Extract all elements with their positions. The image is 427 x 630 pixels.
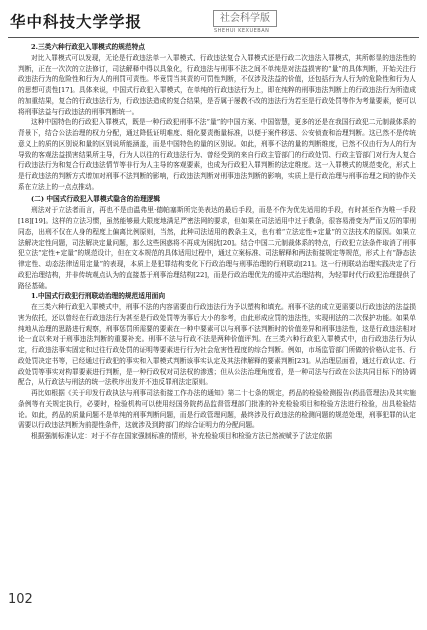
body-paragraph: 刑法对于立法者而言，再也不是由温弗里·德帕塞斯所完美表达的最后手段，而是不作为优先适用的手段，有时甚至作为唯一手段[18][19]。这样的立法习惯，虽然能够最大限度地满足严密法网的要求，但如果在司法适用中过于教条，很容易滑变为严而又厉的罪刑同态，出刑不仅在人身的程度上偏离比例原则，当然，此种司法适用的教条主义，也有着“立法定性+定量”的立法技术的原因。如果立法解决定性问题，司法解决定量问题，那么这些困惑将不再成为困扰[20]。结合中国二元制裁体系的特点，行政犯立法条件取消了刑事犯立法“定性+定量”的规范设计，但在文本规范的具体适用过程中，通过立案标准、司法解释和两法衔接规定等规范，形式上有“静态法律定性、动态法律适用定量”的表现，本质上是犯罪结构变化下行政治理与刑事治理的行刑联动[21]。这一行刑联动治理实践决定了行政犯治理结构，并非传统观点认为的直接基于刑事治理结构[22]，而是行政治理优先的缓冲式治理结构，为轻罪时代行政犯治理提供了路径基础。 [18,206,416,290]
body-paragraph: 对比入罪模式可以发现，无论是行政违法单一入罪模式、行政违法复合入罪模式还是行政二次违法入罪模式，其所彰显的违法性的判断，正在一次次的立法修订，司法解释中得以具象化，行政违法与刑事不法之间不单纯是对法益损害的“量”的具体判断，开始关注行政违法行为的危险性和行为人的刑罚可责性。毕竟罚当其责的可罚性判断，不仅涉及法益的价值，还包括行为人行为的危险性和行为人的思想可责性[17]。具体来说，中国式行政犯入罪模式，在单纯的行政违法行为上，即在纯粹的刑事违法判断上的行政违法行为所造成的加重结果，复合的行政违法行为，行政违法造成的复合结果，是否属于屡教不改的违法行为若至是行政处罚等作为考量要素，便可以将刑事法益与行政违法的刑事判断统一。 [18,53,416,116]
section-heading: (二) 中国式行政犯入罪模式隐含的治理逻辑 [31,194,161,203]
journal-title: 华中科技大学学报 [10,12,143,31]
subsection-heading: 1.中国式行政犯行刑联动治理的规范适用面向 [31,292,166,301]
body-paragraph: 这种中国特色的行政犯入罪模式，既是一种行政犯刑事不法“量”的中国方案、中国智慧，更多的还是在我国行政犯二元制裁体系的背景下，结合公法治理的权力分配，通过降低证明难度、细化要责衡量标准，以便于案件移送、公安侦查和治理判断。这已然不是传统意义上的质的区别说和量的区别说所能涵盖，而是中国特色的量的区别说。如此，刑事不法的量的判断维度，已然不仅由行为人的行为导致的客观法益损害结果所主导，行为人以往的行政违法行为、曾经受到的来自行政主管部门的行政处罚、行政主管部门对行为人复合行政违法行为和复合行政违法情节等非行为人主导的客观要素，也成为行政犯入罪判断的法定维度。这一入罪模式的规范变化，形式上是行政违法的判断方式增加对刑事不法判断的影响，行政违法判断对刑事违法判断的影响，实质上是行政治理与刑事治理之间的协作关系在立法上的一点点推动。 [18,118,416,191]
section-pinyin: SHEHUI KEXUEBAN [214,28,270,34]
body-paragraph: 再比如根据《关于印发行政执法与刑事司法衔接工作办法的通知》第二十七条的规定，药品的检验检测报告(药品管理法)及其实施条例等有关规定执行，必要时，检验机构可以使用经国务院药品监督管理部门批准的补充检验项目和检验方法进行检验，出具检验结论。如此，药品的质量问题不是单纯的刑事判断问题，而是行政管理问题，最终涉及行政违法的检测问题的规范处理，刑事犯罪的认定需要以行政违法判断为前提性条件，这就涉及到跨部门的综合证明力的分配问题。 [18,389,416,430]
subsection-heading: 2.三类六种行政犯入罪模式的规范特点 [31,43,145,51]
page-header [8,6,419,36]
body-paragraph: 在三类六种行政犯入罪模式中，刑事不法的内容需要由行政违法行为予以塑构和填充。刑事不法的成立更需要以行政违法的法益损害为依托，还以曾经在行政违法行为甚至是行政处罚等为事后大小的参考，由此形成应罚的违法性，实现刑法的二次保护功能。如果单纯地从治理的思路进行观察，刑事惩罚所需要的要素在一种中要素可以与刑事不法判断时的价值差异和刑事违法性，这是行政违法相对论一直以来对于刑事违法判断的重要补充。刑事不法与行政不法是两种价值评判。在三类六种行政犯入罪模式中，由行政违法行为认定，行政违法事实固定和过往行政处罚的证明等要素进行行为社会危害性程度的综合判断。例如，市场监管部门所做的价格认定书、行政处罚决定书等，已经通过行政犯的事实和入罪模式判断该事实认定及其法律解释的要素判断[23]。从治理层面看，通过行政认定、行政处罚等事实对构罪要素进行判断，是一种行政权对司法权的渗透；但从公法治理角度看，是一种司法与行政在公法共同目标下的协调配合，从行政法与刑法的统一法秩序出发并不违反罪刑法定原则。 [18,303,416,387]
page-number: 102 [8,592,33,607]
header-divider [8,37,419,38]
section-label: 社会科学版 [213,10,277,27]
article-body [18,42,416,612]
body-paragraph: 根据强制标准认定：对于不存在国家强制标准的情形，补充检验项目和检验方法已然被赋予了法定依据 [31,432,332,440]
